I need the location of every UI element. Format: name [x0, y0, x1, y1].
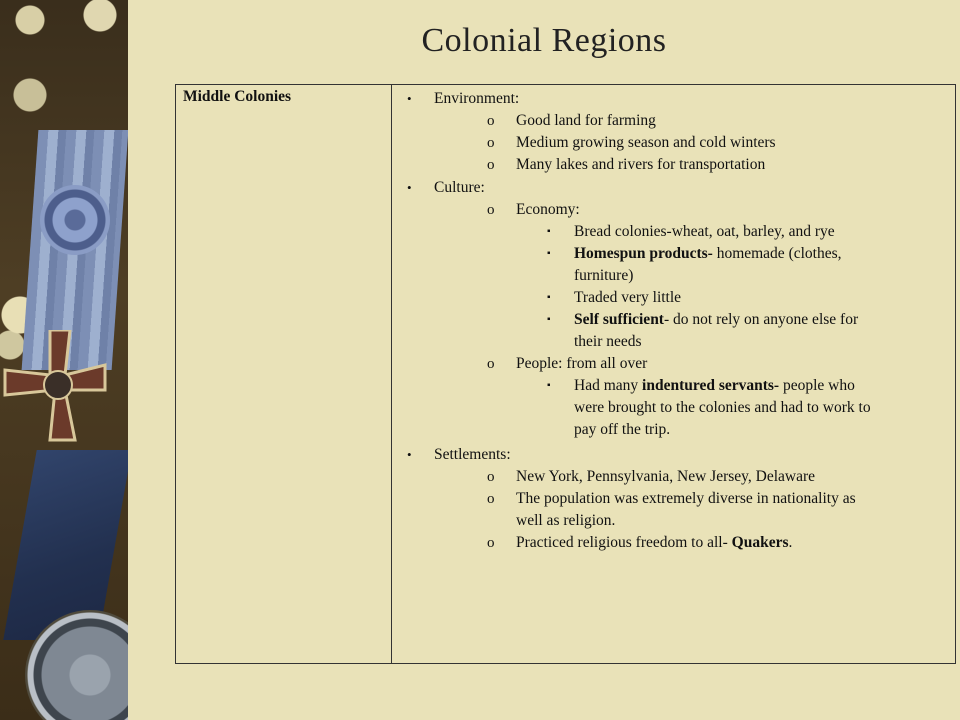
- square-bullet-marker: ▪: [547, 226, 551, 237]
- list-item-continuation: were brought to the colonies and had to work to: [574, 399, 871, 416]
- sub-bullet-marker: o: [487, 113, 495, 129]
- list-item: The population was extremely diverse in nationality as: [516, 490, 856, 507]
- maltese-cross-medal-icon: [0, 330, 115, 470]
- term-prefix: Had many: [574, 377, 643, 394]
- list-item-continuation: their needs: [574, 333, 642, 350]
- region-table: [175, 84, 956, 664]
- bullet-marker: •: [407, 180, 412, 195]
- square-bullet-marker: ▪: [547, 314, 551, 325]
- region-details-cell: [392, 85, 955, 663]
- sub-bullet-marker: o: [487, 469, 495, 485]
- section-culture: Culture:: [434, 179, 485, 196]
- list-item: Medium growing season and cold winters: [516, 134, 776, 151]
- bullet-marker: •: [407, 447, 412, 462]
- bold-term: indentured servants-: [642, 377, 780, 394]
- region-label-cell: [176, 85, 392, 663]
- sub-bullet-marker: o: [487, 535, 495, 551]
- list-item-continuation: pay off the trip.: [574, 421, 671, 438]
- section-settlements: Settlements:: [434, 446, 511, 463]
- bold-term: Quakers: [731, 534, 789, 551]
- sub-bullet-marker: o: [487, 202, 495, 218]
- ribbon-rosette: [40, 185, 110, 255]
- bold-term: Homespun products-: [574, 245, 713, 262]
- term-description: homemade (clothes,: [712, 245, 842, 262]
- square-bullet-marker: ▪: [547, 248, 551, 259]
- list-item: New York, Pennsylvania, New Jersey, Delaware: [516, 468, 816, 485]
- lower-ribbon: [3, 450, 128, 640]
- square-bullet-marker: ▪: [547, 292, 551, 303]
- sub-bullet-marker: o: [487, 491, 495, 507]
- list-item: [574, 375, 855, 397]
- list-item: [574, 243, 842, 265]
- bullet-marker: •: [407, 91, 412, 106]
- list-item: Bread colonies-wheat, oat, barley, and rye: [574, 223, 835, 240]
- list-item: Many lakes and rivers for transportation: [516, 156, 766, 173]
- term-description: Practiced religious freedom to all-: [516, 534, 732, 551]
- people-heading: People: from all over: [516, 355, 648, 372]
- decorative-sidebar-image: [0, 0, 128, 720]
- sub-bullet-marker: o: [487, 356, 495, 372]
- term-description: people who: [779, 377, 855, 394]
- slide-title: Colonial Regions: [421, 22, 667, 59]
- sub-bullet-marker: o: [487, 157, 495, 173]
- economy-heading: Economy:: [516, 201, 580, 218]
- list-item: Good land for farming: [516, 112, 656, 129]
- region-label: Middle Colonies: [183, 88, 292, 105]
- term-suffix: .: [788, 534, 793, 551]
- list-item-continuation: well as religion.: [516, 512, 616, 529]
- section-environment: Environment:: [434, 90, 520, 107]
- sub-bullet-marker: o: [487, 135, 495, 151]
- list-item: Traded very little: [574, 289, 682, 306]
- square-bullet-marker: ▪: [547, 380, 551, 391]
- bold-term: Self sufficient: [574, 311, 664, 328]
- list-item: [516, 532, 792, 554]
- list-item: [574, 309, 858, 331]
- term-description: - do not rely on anyone else for: [663, 311, 859, 328]
- list-item-continuation: furniture): [574, 267, 634, 284]
